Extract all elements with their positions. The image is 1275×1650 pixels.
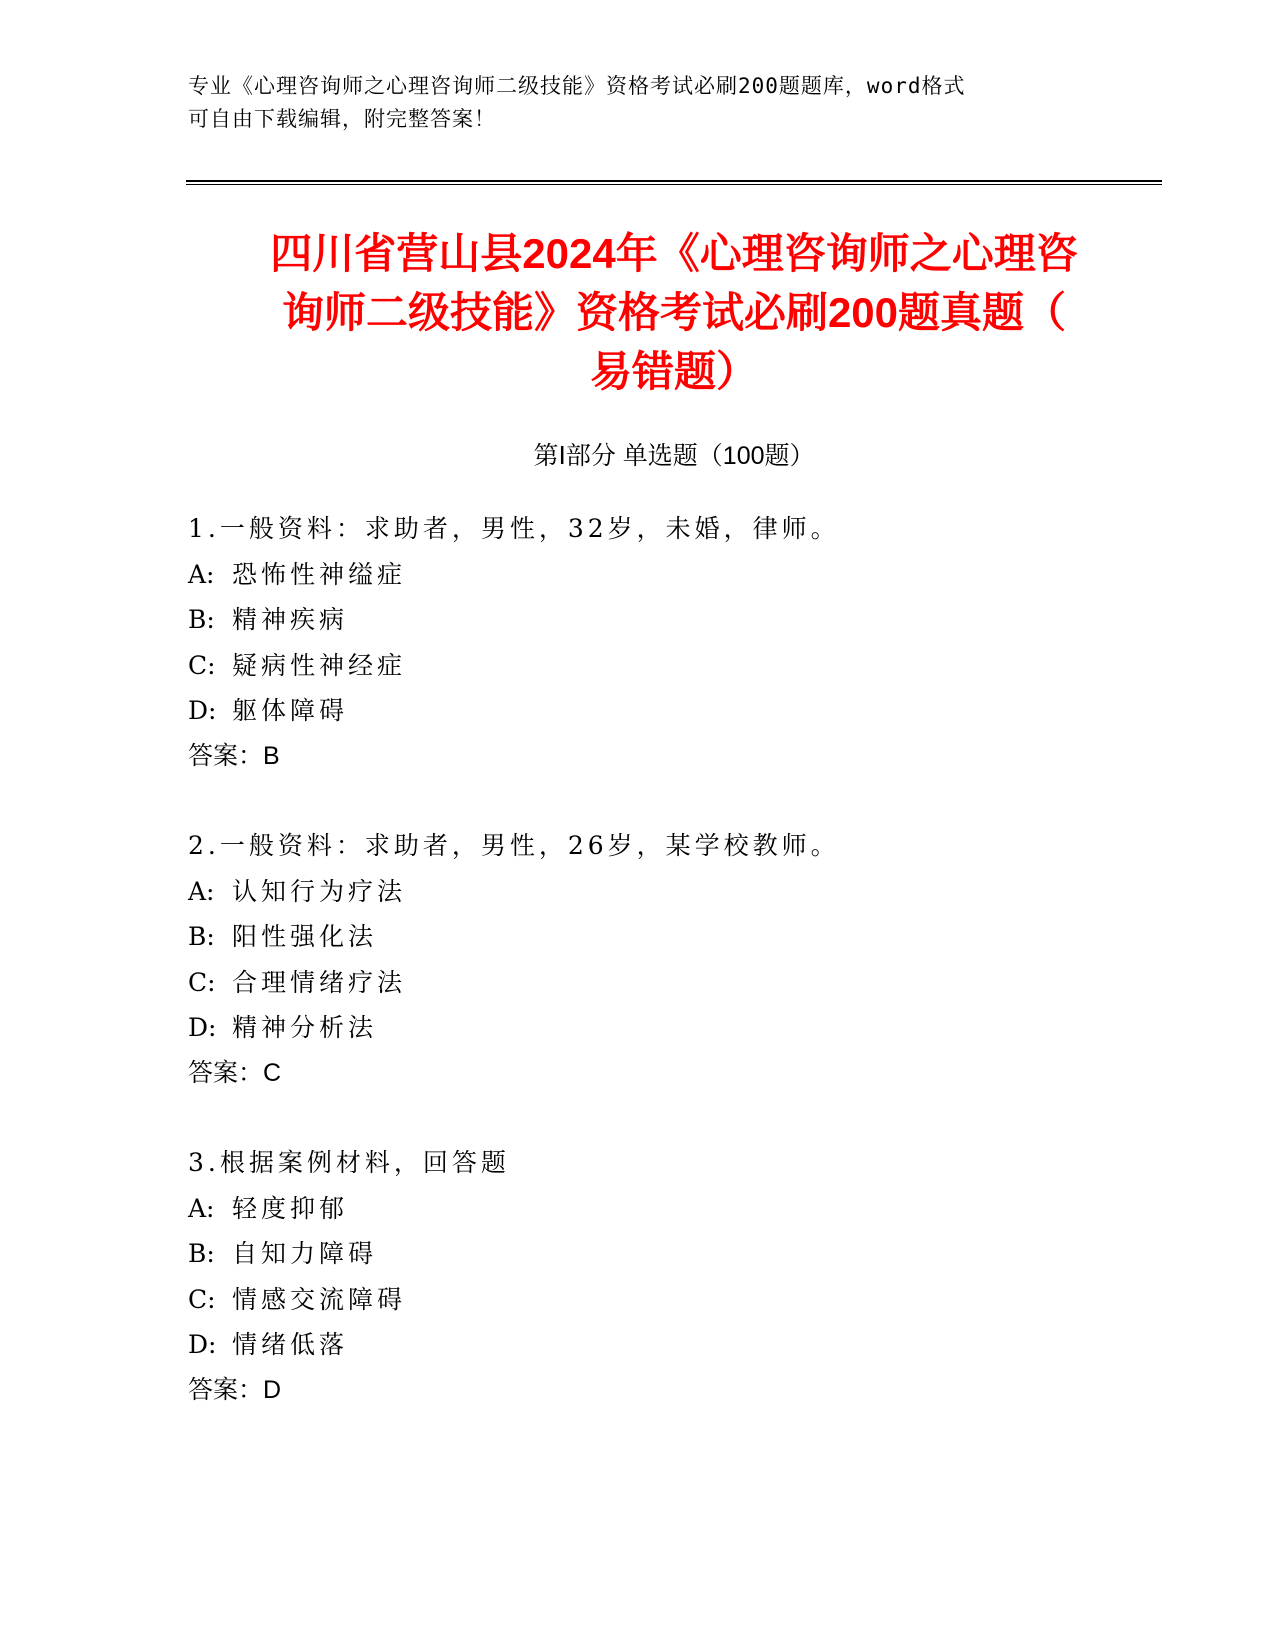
header-divider-thick [186, 180, 1162, 182]
option-key: C: [188, 650, 216, 680]
option-text: 合理情绪疗法 [232, 967, 407, 997]
option-b [188, 914, 1148, 960]
question-stem: 2.一般资料：求助者，男性，26岁，某学校教师。 [188, 831, 840, 860]
option-d [188, 1322, 1148, 1368]
option-key: D: [188, 1013, 217, 1042]
question-1 [188, 506, 1148, 779]
option-c [188, 960, 1148, 1006]
option-c [188, 1277, 1148, 1323]
option-a [188, 1186, 1148, 1232]
document-title-line-1: 四川省营山县2024年《心理咨询师之心理咨 [270, 230, 1078, 277]
section-heading: 第Ⅰ部分 单选题（100题） [533, 442, 815, 470]
header-divider-thin [186, 184, 1162, 185]
option-key: A: [188, 559, 215, 589]
answer-line: 答案：B [188, 741, 280, 770]
option-key: D: [188, 696, 217, 725]
header-note [188, 70, 1088, 136]
option-d [188, 1005, 1148, 1051]
option-d [188, 688, 1148, 734]
option-text: 情感交流障碍 [232, 1284, 407, 1314]
option-text: 认知行为疗法 [232, 876, 407, 906]
option-key: A: [188, 1193, 215, 1223]
option-text: 疑病性神经症 [232, 650, 407, 680]
question-3 [188, 1140, 1148, 1413]
option-text: 躯体障碍 [232, 696, 349, 725]
header-note-line-1: 专业《心理咨询师之心理咨询师二级技能》资格考试必刷200题题库，word格式 [188, 74, 966, 98]
option-key: B: [188, 605, 215, 634]
option-text: 精神分析法 [232, 1013, 378, 1042]
option-key: A: [188, 876, 215, 906]
header-note-line-2: 可自由下载编辑，附完整答案！ [188, 107, 496, 131]
option-text: 情绪低落 [232, 1330, 349, 1359]
answer-line: 答案：D [188, 1375, 282, 1404]
option-text: 恐怖性神缢症 [232, 559, 407, 589]
option-text: 轻度抑郁 [232, 1193, 349, 1223]
document-title-line-3: 易错题） [589, 348, 758, 395]
option-a [188, 552, 1148, 598]
option-text: 阳性强化法 [232, 922, 378, 951]
option-text: 自知力障碍 [232, 1239, 378, 1268]
option-c [188, 643, 1148, 689]
document-title-line-2: 询师二级技能》资格考试必刷200题真题（ [281, 289, 1067, 336]
question-stem: 3.根据案例材料，回答题 [188, 1148, 510, 1177]
answer-line: 答案：C [188, 1058, 282, 1087]
question-2 [188, 823, 1148, 1096]
question-stem: 1.一般资料：求助者，男性，32岁，未婚，律师。 [188, 514, 840, 543]
option-key: D: [188, 1330, 217, 1359]
document-title [186, 224, 1162, 401]
option-b [188, 597, 1148, 643]
option-a [188, 869, 1148, 915]
option-key: B: [188, 922, 215, 951]
option-b [188, 1231, 1148, 1277]
option-text: 精神疾病 [232, 605, 349, 634]
option-key: C: [188, 1284, 216, 1314]
option-key: C: [188, 967, 216, 997]
option-key: B: [188, 1239, 215, 1268]
